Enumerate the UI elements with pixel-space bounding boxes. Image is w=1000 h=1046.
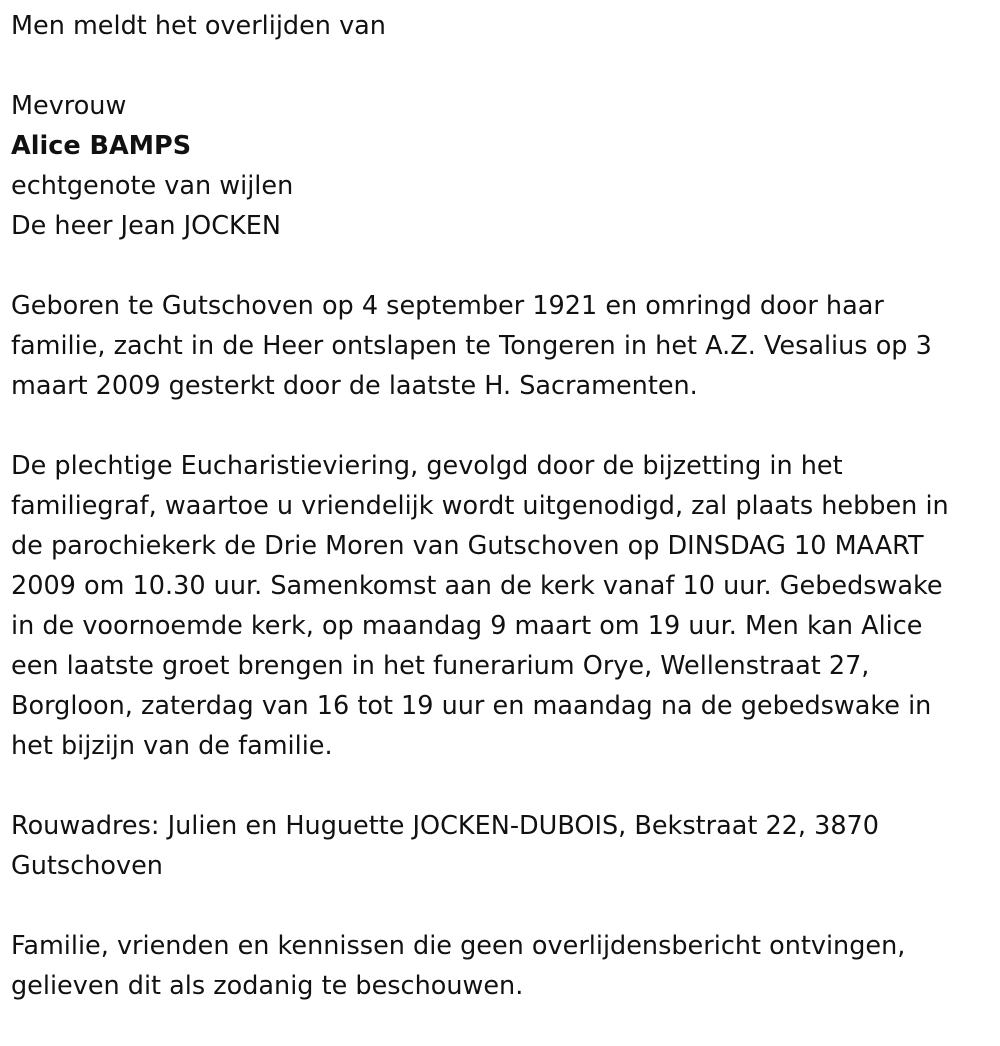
birth-paragraph — [11, 286, 1000, 406]
paragraph-line: Familie, vrienden en kennissen die geen overlijdensbericht ontvingen, — [11, 931, 906, 961]
ceremony-paragraph — [11, 446, 1000, 766]
paragraph-line: maart 2009 gesterkt door de laatste H. Sacramenten. — [11, 371, 698, 401]
deceased-name: Alice BAMPS — [11, 131, 192, 161]
paragraph-line: Rouwadres: Julien en Huguette JOCKEN-DUBOIS, Bekstraat 22, 3870 — [11, 811, 879, 841]
paragraph-line: gelieven dit als zodanig te beschouwen. — [11, 971, 524, 1001]
paragraph-line: familie, zacht in de Heer ontslapen te Tongeren in het A.Z. Vesalius op 3 — [11, 331, 932, 361]
spouse-name: De heer Jean JOCKEN — [11, 211, 281, 241]
paragraph-line: De plechtige Eucharistieviering, gevolgd door de bijzetting in het — [11, 451, 843, 481]
spacer — [11, 46, 1000, 86]
spacer — [11, 406, 1000, 446]
paragraph-line: een laatste groet brengen in het funerarium Orye, Wellenstraat 27, — [11, 651, 870, 681]
paragraph-line: het bijzijn van de familie. — [11, 731, 333, 761]
paragraph-line: familiegraf, waartoe u vriendelijk wordt uitgenodigd, zal plaats hebben in — [11, 491, 949, 521]
paragraph-line: Borgloon, zaterdag van 16 tot 19 uur en maandag na de gebedswake in — [11, 691, 932, 721]
paragraph-line: de parochiekerk de Drie Moren van Gutschoven op DINSDAG 10 MAART — [11, 531, 924, 561]
spacer — [11, 766, 1000, 806]
closing-paragraph — [11, 926, 1000, 1006]
paragraph-line: in de voornoemde kerk, op maandag 9 maart om 19 uur. Men kan Alice — [11, 611, 923, 641]
intro-line: Men meldt het overlijden van — [11, 11, 386, 41]
spacer — [11, 246, 1000, 286]
salutation: Mevrouw — [11, 91, 127, 121]
address-paragraph — [11, 806, 1000, 886]
paragraph-line: Gutschoven — [11, 851, 163, 881]
paragraph-line: Geboren te Gutschoven op 4 september 1921 en omringd door haar — [11, 291, 884, 321]
paragraph-line: 2009 om 10.30 uur. Samenkomst aan de kerk vanaf 10 uur. Gebedswake — [11, 571, 943, 601]
spacer — [11, 886, 1000, 926]
relation-line: echtgenote van wijlen — [11, 171, 294, 201]
